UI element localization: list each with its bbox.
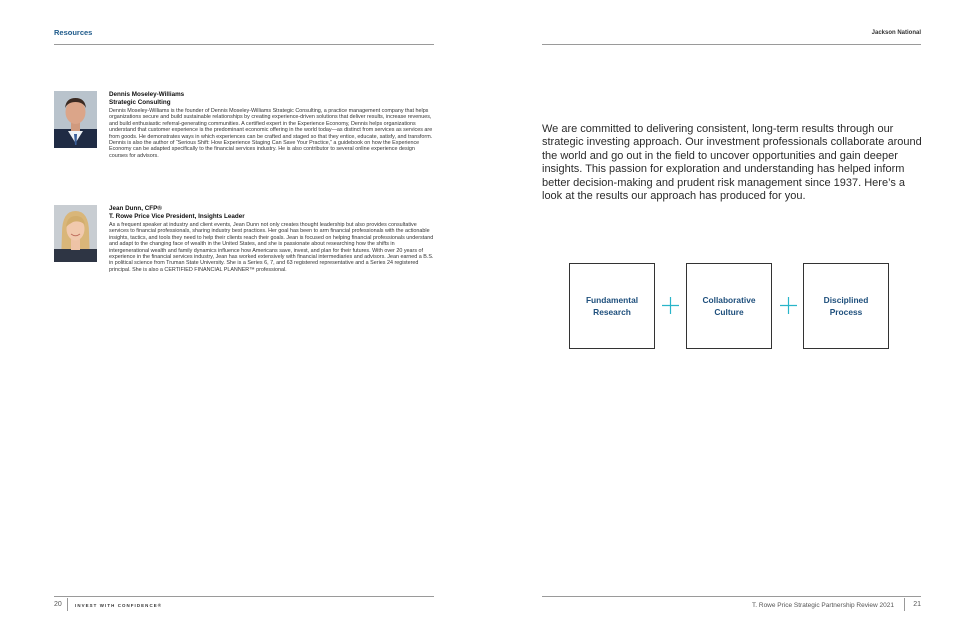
left-page — [0, 0, 487, 631]
page-number-left: 20 — [54, 601, 62, 608]
plus-icon — [662, 297, 679, 314]
bio-text-jean — [109, 205, 434, 273]
pillar-box — [803, 263, 889, 349]
footer-divider — [904, 598, 905, 611]
bio-title: T. Rowe Price Vice President, Insights Leader — [109, 212, 245, 220]
pillar-box — [686, 263, 772, 349]
bio-title: Strategic Consulting — [109, 98, 171, 106]
pillar-label: Collaborative Culture — [702, 295, 756, 317]
intro-paragraph: We are committed to delivering consistent, long-term results through our strategic investing approach. Our investment professionals collaborate around the world and go out in the field to uncover opportunities and gain deeper insights. This passion for exploration and understanding has helped inform better decision-making and prudent risk management since 1937. Here’s a look at the results our approach has produced for you. — [542, 123, 922, 203]
page-number-right: 21 — [913, 601, 921, 608]
right-page — [488, 0, 975, 631]
portrait-jean — [54, 205, 97, 262]
footer-rule-left — [54, 596, 434, 597]
portrait-dennis — [54, 91, 97, 148]
plus-icon — [780, 297, 797, 314]
pillar-label: Fundamental Research — [585, 295, 639, 317]
bio-jean — [54, 205, 434, 305]
bio-dennis — [54, 91, 434, 191]
footer-rule-right — [542, 596, 921, 597]
bio-name: Dennis Moseley-Williams — [109, 91, 185, 98]
header-rule — [54, 44, 434, 45]
bio-text-dennis — [109, 91, 434, 159]
bio-description: Dennis Moseley-Williams is the founder of Dennis Moseley-Williams Strategic Consulting, a practice management company that helps organizations secure and build sustainable relationships by creating experience-driven solutions that deliver results, increase revenues, and build enthusiastic referral-generating communities. A certified expert in the Experience Economy, Dennis helps organizations understand that customer experience is the predominant economic offering in the world today—as distinct from services as services are from goods. He demonstrates ways in which experiences can be crafted and staged so that they entice, educate, satisfy, and transform. Dennis is also the author of “Serious Shift: How Experience Staging Can Save Your Practice,” a guidebook on how the Experience Economy can be adapted specifically to the financial services industry. He is also contributor to several online experience design courses for advisors. — [109, 107, 433, 159]
portrait-dennis-image — [54, 91, 97, 148]
portrait-jean-image — [54, 205, 97, 262]
publication-title: T. Rowe Price Strategic Partnership Review 2021 — [752, 602, 894, 609]
bio-description: As a frequent speaker at industry and client events, Jean Dunn not only creates thought leadership but also provides consultative services to financial professionals, sharing industry best practices. Her goal has been to arm financial professionals with the actionable insights, tactics, and tools they need to help their clients reach their goals. Jean is focused on helping financial professionals understand and adapt to the changing face of wealth in the United States, and she is passionate about researching how the shifts in intergenerational wealth and family dynamics influence how Americans save, invest, and plan for their futures. With over 20 years of experience in the financial services industry, Jean has worked extensively with financial intermediaries and advisors. Jean earned a B.S. in political science from Truman State University. She is a Series 6, 7, and 63 registered representative and a Series 24 registered principal. She is also a CERTIFIED FINANCIAL PLANNER™ professional. — [109, 221, 434, 273]
pillar-label: Disciplined Process — [823, 295, 869, 317]
brand-header: Jackson National — [871, 30, 921, 36]
footer-divider — [67, 598, 68, 611]
bio-name: Jean Dunn, CFP® — [109, 205, 162, 212]
section-header: Resources — [54, 28, 93, 37]
header-rule — [542, 44, 921, 45]
footer-tagline: INVEST WITH CONFIDENCE® — [75, 603, 163, 608]
pillar-box — [569, 263, 655, 349]
